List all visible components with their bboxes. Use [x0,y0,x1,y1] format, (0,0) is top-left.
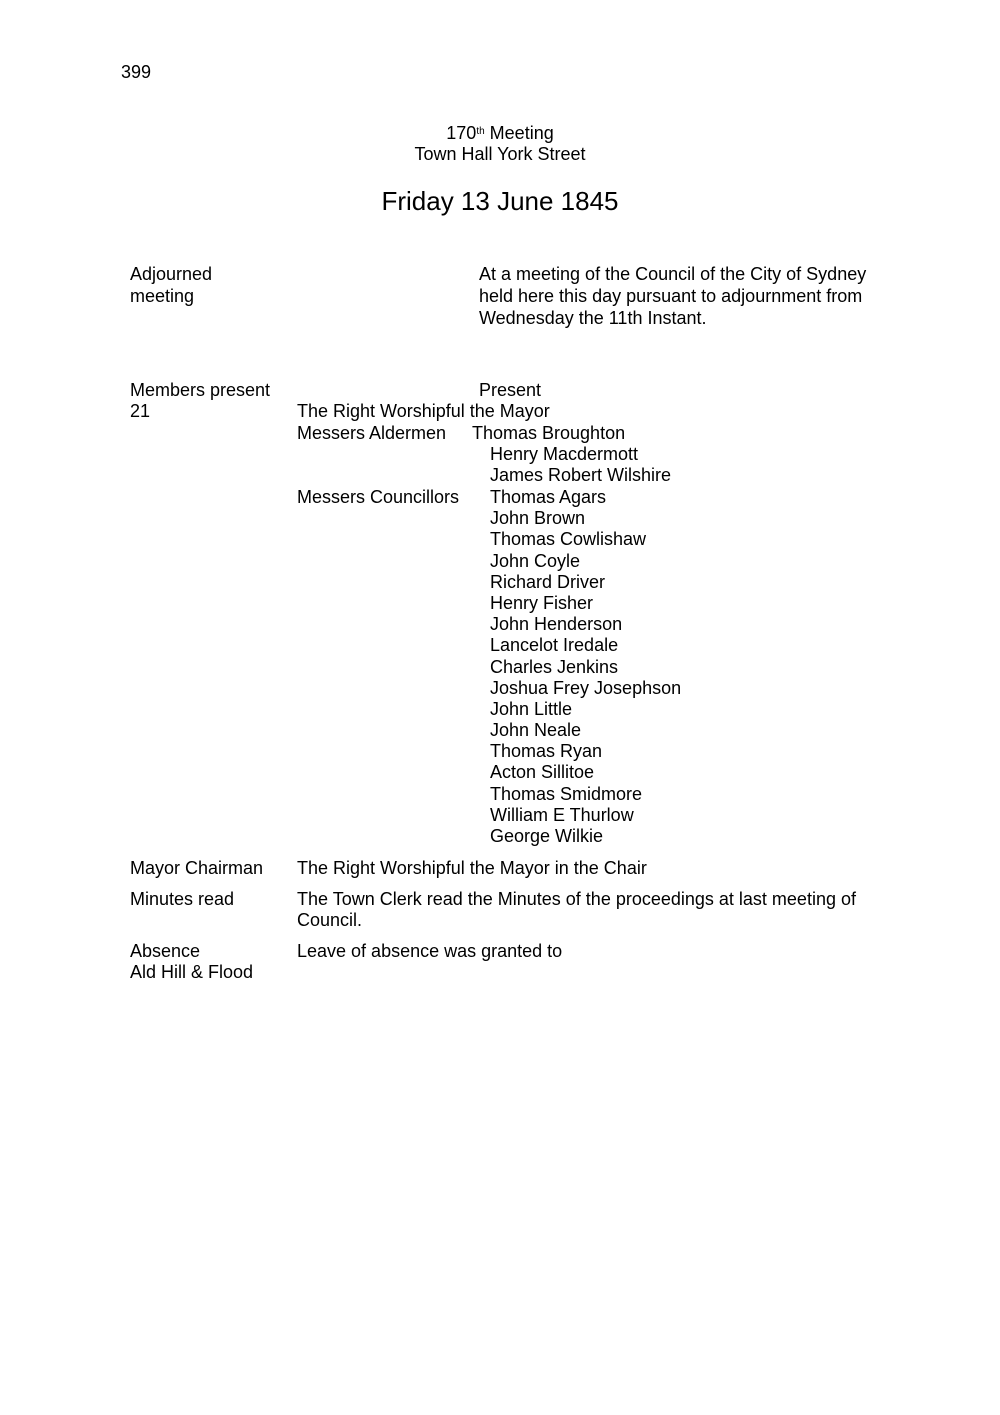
councillor-name: John Neale [490,720,582,741]
councillor-name: Thomas Cowlishaw [490,529,647,550]
page-number: 399 [121,62,152,82]
meeting-number-suffix: th [476,126,485,137]
councillor-name: Charles Jenkins [490,656,619,677]
councillor-name: Lancelot Iredale [490,635,619,656]
meeting-date: Friday 13 June 1845 [381,186,619,216]
alderman-name: Thomas Broughton [472,423,626,443]
councillors-list [490,487,681,847]
chair-text: The Right Worshipful the Mayor in the Chair [297,858,647,878]
meeting-number [0,123,1000,144]
councillor-name: Henry Fisher [490,592,594,613]
margin-note-mayor-chairman: Mayor Chairman [130,858,264,878]
margin-note-members-present: Members present [130,380,271,400]
adjourned-text-line-2: held here this day pursuant to adjournment from [479,286,863,306]
aldermen-list [490,444,671,486]
councillor-name: William E Thurlow [490,804,634,825]
councillor-name: Richard Driver [490,571,606,592]
absence-text: Leave of absence was granted to [297,941,563,961]
councillor-name: Thomas Agars [490,487,607,507]
aldermen-label: Messers Aldermen [297,423,447,443]
councillor-name: John Henderson [490,614,623,635]
councillor-name: John Little [490,698,573,719]
alderman-name: James Robert Wilshire [490,465,672,486]
minutes-text-line-2: Council. [297,910,363,930]
councillor-name: John Coyle [490,550,581,571]
present-heading: Present [479,380,542,400]
councillors-label: Messers Councillors [297,487,460,507]
margin-note-absence-names: Ald Hill & Flood [130,962,254,982]
councillor-name: Thomas Smidmore [490,783,643,804]
margin-note-minutes-read: Minutes read [130,889,235,909]
mayor-present: The Right Worshipful the Mayor [297,401,550,421]
meeting-word: Meeting [484,123,554,143]
margin-note-meeting: meeting [130,286,195,306]
meeting-venue: Town Hall York Street [414,144,586,164]
members-count: 21 [130,401,151,421]
adjourned-text-line-1: At a meeting of the Council of the City of Sydney [479,264,867,284]
margin-note-absence: Absence [130,941,201,961]
councillor-name: Acton Sillitoe [490,762,595,783]
margin-note-adjourned: Adjourned [130,264,213,284]
alderman-name: Henry Macdermott [490,444,639,464]
adjourned-text-line-3: Wednesday the 11th Instant. [479,308,707,328]
councillor-name: Thomas Ryan [490,741,603,762]
councillor-name: George Wilkie [490,826,604,846]
councillor-name: John Brown [490,508,586,529]
councillor-name: Joshua Frey Josephson [490,677,682,698]
minutes-text-line-1: The Town Clerk read the Minutes of the proceedings at last meeting of [297,889,856,909]
meeting-number-value: 170 [446,123,477,143]
